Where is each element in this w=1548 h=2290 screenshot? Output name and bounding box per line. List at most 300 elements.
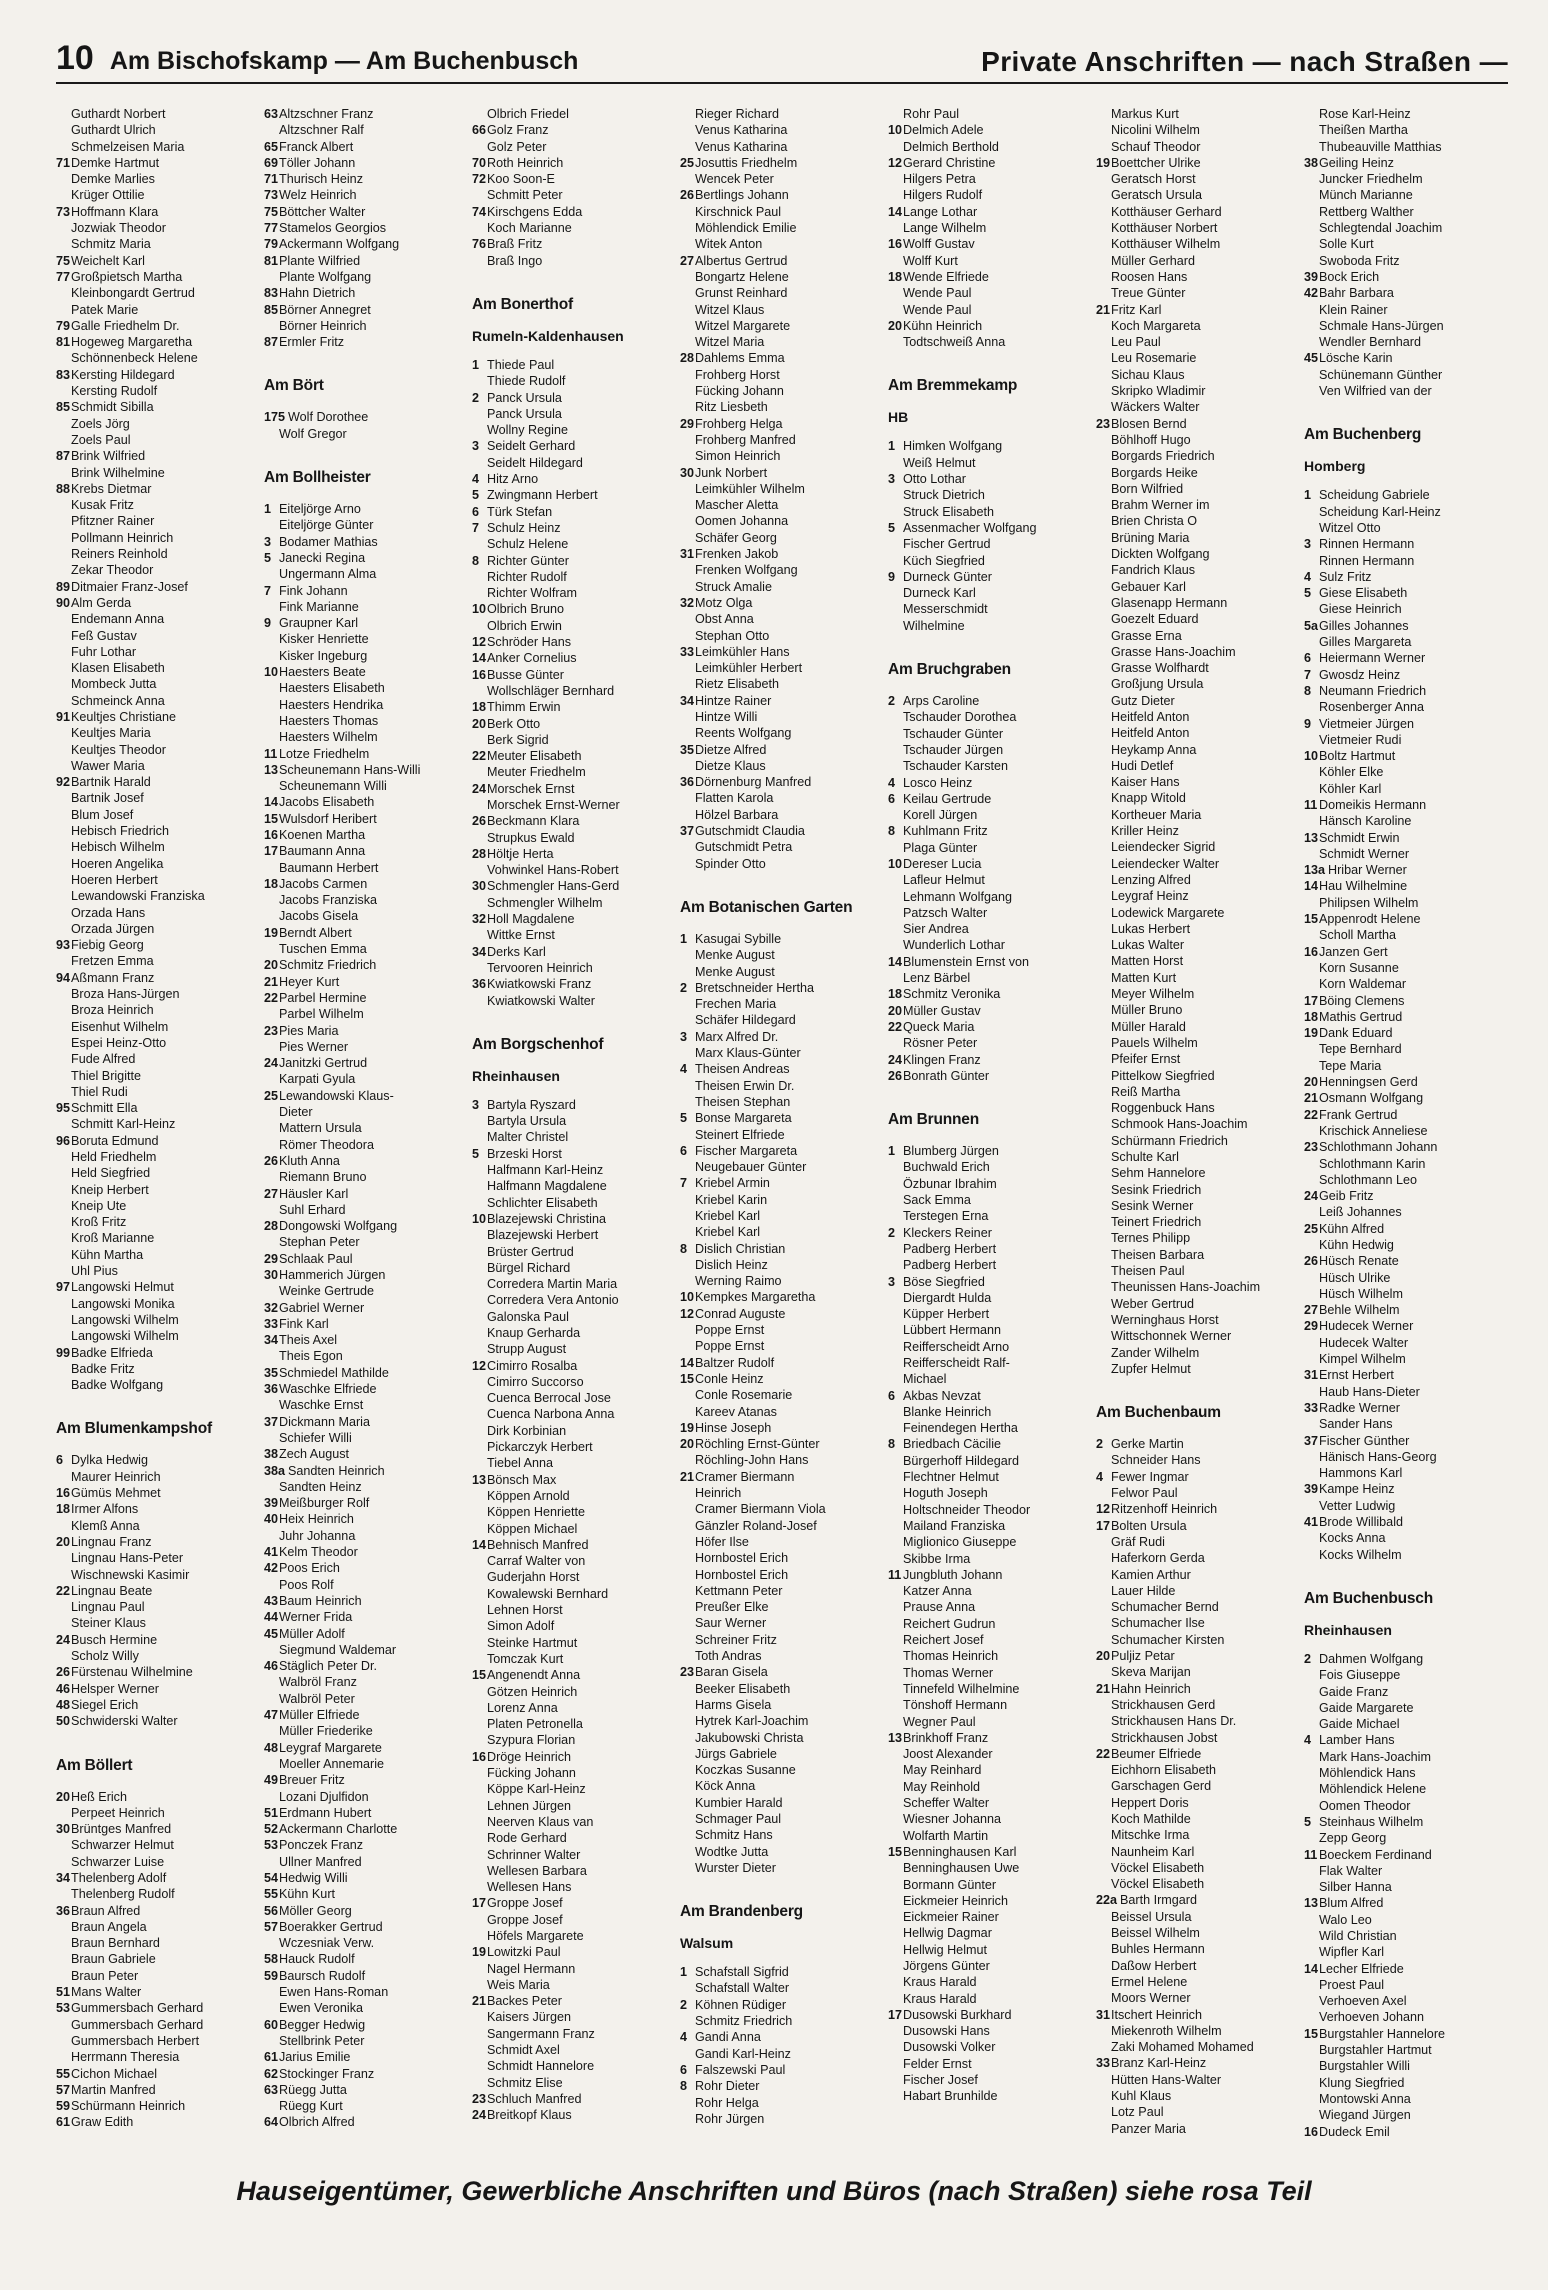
- resident-entry: [1096, 856, 1296, 872]
- resident-name: Schürmann Friedrich: [1111, 1133, 1228, 1148]
- resident-name: Schönnenbeck Helene: [71, 351, 198, 366]
- house-number: [1304, 171, 1319, 187]
- house-number: [888, 1355, 903, 1371]
- street-section: [680, 898, 880, 1876]
- resident-name: Sehm Hannelore: [1111, 1166, 1206, 1181]
- resident-entry: [264, 1854, 464, 1870]
- resident-name: Theisen Andreas: [695, 1062, 790, 1077]
- resident-entry: [1096, 1230, 1296, 1246]
- house-number: 20: [888, 1003, 903, 1018]
- resident-name: Eiteljörge Arno: [279, 502, 361, 517]
- house-number: [888, 1518, 903, 1534]
- resident-entry: [264, 1886, 464, 1902]
- resident-entry: [264, 1772, 464, 1788]
- resident-name: Lange Wilhelm: [903, 221, 987, 236]
- resident-name: Leimkühler Wilhelm: [695, 481, 805, 496]
- resident-name: Pfitzner Rainer: [71, 514, 155, 529]
- house-number: [1096, 970, 1111, 986]
- resident-name: Golz Peter: [487, 139, 547, 154]
- resident-name: Hellwig Dagmar: [903, 1926, 992, 1941]
- house-number: 38a: [264, 1463, 286, 1478]
- resident-name: Dusowski Burkhard: [903, 2007, 1012, 2022]
- resident-entry: [888, 1052, 1088, 1068]
- house-number: 2: [1096, 1437, 1104, 1452]
- resident-name: Wellesen Hans: [487, 1880, 572, 1895]
- resident-name: Fischer Gertrud: [903, 537, 991, 552]
- resident-entry: [56, 660, 256, 676]
- house-number: 61: [56, 2115, 71, 2130]
- resident-entry: [56, 1615, 256, 1631]
- house-number: 26: [56, 1665, 71, 1680]
- house-number: 38: [1304, 155, 1319, 170]
- resident-name: Scheffer Walter: [903, 1796, 990, 1811]
- street-heading: Am Botanischen Garten: [680, 898, 853, 916]
- house-number: [680, 1534, 695, 1550]
- house-number: [56, 236, 71, 252]
- house-number: [56, 1165, 71, 1181]
- house-number: [680, 1045, 695, 1061]
- house-number: [264, 778, 279, 794]
- house-number: [56, 758, 71, 774]
- house-number: [1096, 1328, 1111, 1344]
- resident-entry: [1096, 1664, 1296, 1680]
- house-number: [680, 285, 695, 301]
- house-number: [1096, 106, 1111, 122]
- resident-name: Bodamer Mathias: [279, 534, 378, 549]
- house-number: 7: [264, 583, 272, 598]
- resident-name: Fücking Johann: [695, 384, 784, 399]
- house-number: [888, 455, 903, 471]
- resident-entry: [1096, 204, 1296, 220]
- house-number: 93: [56, 938, 71, 953]
- resident-name: Fücking Johann: [487, 1766, 576, 1781]
- resident-entry: [472, 1113, 672, 1129]
- resident-name: Kriebel Karin: [695, 1192, 768, 1207]
- resident-name: Feß Gustav: [71, 628, 137, 643]
- house-number: 71: [264, 172, 279, 187]
- resident-name: Hogeweg Margaretha: [71, 335, 193, 350]
- resident-name: Eichhorn Elisabeth: [1111, 1763, 1217, 1778]
- house-number: [264, 1935, 279, 1951]
- house-number: [1096, 1974, 1111, 1990]
- resident-entry: [1304, 1188, 1504, 1204]
- house-number: [264, 1479, 279, 1495]
- house-number: 38: [264, 1447, 279, 1462]
- resident-entry: [56, 937, 256, 953]
- resident-name: Hudecek Werner: [1319, 1319, 1414, 1334]
- house-number: [1096, 2121, 1111, 2137]
- resident-entry: [888, 2039, 1088, 2055]
- resident-name: Poppe Ernst: [695, 1323, 765, 1338]
- resident-name: Dieter: [279, 1105, 313, 1120]
- house-number: [680, 383, 695, 399]
- resident-name: Goezelt Eduard: [1111, 612, 1199, 627]
- resident-name: Terstegen Erna: [903, 1209, 989, 1224]
- resident-entry: [1304, 927, 1504, 943]
- house-number: [888, 187, 903, 203]
- resident-name: Galle Friedhelm Dr.: [71, 318, 180, 333]
- house-number: 21: [1096, 1681, 1111, 1696]
- house-number: 85: [56, 400, 71, 415]
- resident-entry: [888, 1779, 1088, 1795]
- resident-entry: [1096, 236, 1296, 252]
- house-number: [680, 856, 695, 872]
- resident-entry: [1096, 1909, 1296, 1925]
- resident-name: Wilhelmine: [903, 618, 965, 633]
- house-number: 17: [1096, 1518, 1111, 1533]
- house-number: [264, 1006, 279, 1022]
- resident-entry: [888, 553, 1088, 569]
- house-number: [1096, 1632, 1111, 1648]
- resident-name: Gabriel Werner: [279, 1300, 365, 1315]
- resident-name: Hinse Joseph: [695, 1420, 772, 1435]
- resident-name: Baursch Rudolf: [279, 1968, 366, 1983]
- resident-entry: [56, 1019, 256, 1035]
- house-number: [56, 122, 71, 138]
- resident-entry: [472, 1276, 672, 1292]
- house-number: [1096, 2023, 1111, 2039]
- house-number: [888, 1290, 903, 1306]
- resident-entry: [56, 1312, 256, 1328]
- resident-name: Geib Fritz: [1319, 1189, 1374, 1204]
- resident-entry: [680, 1224, 880, 1240]
- street-section: [1304, 425, 1504, 1563]
- resident-entry: [56, 1550, 256, 1566]
- house-number: [56, 139, 71, 155]
- resident-entry: [56, 1518, 256, 1534]
- resident-name: Hornbostel Erich: [695, 1551, 789, 1566]
- house-number: [888, 1485, 903, 1501]
- house-number: [1096, 1263, 1111, 1279]
- house-number: [680, 1599, 695, 1615]
- house-number: [1304, 1547, 1319, 1563]
- resident-name: Delmich Berthold: [903, 139, 999, 154]
- resident-entry: [680, 1404, 880, 1420]
- resident-entry: [56, 725, 256, 741]
- resident-entry: [888, 471, 1088, 487]
- resident-entry: [264, 318, 464, 334]
- house-number: [472, 1586, 487, 1602]
- resident-name: Keultjes Theodor: [71, 742, 166, 757]
- resident-name: Fischer Josef: [903, 2073, 978, 2088]
- house-number: [1304, 2042, 1319, 2058]
- resident-entry: [680, 1664, 880, 1680]
- resident-entry: [680, 546, 880, 562]
- resident-entry: [1304, 1912, 1504, 1928]
- house-number: [680, 1827, 695, 1843]
- resident-entry: [888, 269, 1088, 285]
- resident-entry: [888, 1371, 1088, 1387]
- resident-entry: [56, 1919, 256, 1935]
- resident-name: Wischnewski Kasimir: [71, 1567, 190, 1582]
- resident-name: Ritz Liesbeth: [695, 400, 768, 415]
- house-number: [1096, 1844, 1111, 1860]
- house-number: [264, 1348, 279, 1364]
- house-number: [888, 1811, 903, 1827]
- house-number: [56, 302, 71, 318]
- page-header: [56, 30, 1508, 84]
- resident-name: Broza Hans-Jürgen: [71, 987, 180, 1002]
- resident-entry: [1304, 650, 1504, 666]
- resident-name: Treue Günter: [1111, 286, 1186, 301]
- house-number: [680, 1697, 695, 1713]
- resident-entry: [1096, 1827, 1296, 1843]
- resident-name: Kasugai Sybille: [695, 931, 782, 946]
- resident-entry: [264, 1560, 464, 1576]
- resident-entry: [680, 139, 880, 155]
- resident-entry: [888, 742, 1088, 758]
- district-heading: Rheinhausen: [1304, 1621, 1392, 1638]
- resident-entry: [56, 742, 256, 758]
- resident-name: Baumann Herbert: [279, 860, 379, 875]
- resident-name: Strupkus Ewald: [487, 830, 575, 845]
- resident-entry: [888, 1828, 1088, 1844]
- resident-entry: [264, 1511, 464, 1527]
- house-number: [888, 1035, 903, 1051]
- house-number: 27: [1304, 1303, 1319, 1318]
- resident-name: Leimkühler Hans: [695, 644, 790, 659]
- resident-name: Hau Wilhelmine: [1319, 879, 1408, 894]
- resident-entry: [888, 1746, 1088, 1762]
- street-section: [56, 106, 256, 1393]
- resident-entry: [1304, 1433, 1504, 1449]
- resident-entry: [680, 1110, 880, 1126]
- resident-name: Panzer Maria: [1111, 2121, 1186, 2136]
- house-number: 32: [472, 912, 487, 927]
- house-number: [56, 1886, 71, 1902]
- resident-name: Köhnen Rüdiger: [695, 1997, 787, 2012]
- resident-name: Perpeet Heinrich: [71, 1805, 165, 1820]
- resident-entry: [264, 1202, 464, 1218]
- resident-entry: [472, 438, 672, 454]
- resident-entry: [56, 1279, 256, 1295]
- resident-name: Poppe Ernst: [695, 1339, 765, 1354]
- resident-name: Fritz Karl: [1111, 302, 1162, 317]
- resident-entry: [472, 618, 672, 634]
- house-number: [680, 1681, 695, 1697]
- resident-entry: [264, 1300, 464, 1316]
- resident-name: Türk Stefan: [487, 504, 553, 519]
- resident-name: Albertus Gertrud: [695, 253, 788, 268]
- resident-name: Fink Johann: [279, 583, 348, 598]
- resident-name: Frenken Wolfgang: [695, 563, 798, 578]
- resident-entry: [1096, 970, 1296, 986]
- house-number: [472, 139, 487, 155]
- resident-entry: [888, 1339, 1088, 1355]
- resident-entry: [1096, 1019, 1296, 1035]
- house-number: [888, 1665, 903, 1681]
- resident-entry: [56, 334, 256, 350]
- resident-name: Badke Elfrieda: [71, 1345, 153, 1360]
- resident-name: Kersting Rudolf: [71, 384, 158, 399]
- house-number: [888, 553, 903, 569]
- resident-entry: [888, 285, 1088, 301]
- resident-entry: [264, 426, 464, 442]
- house-number: [1304, 781, 1319, 797]
- resident-name: Heppert Doris: [1111, 1795, 1189, 1810]
- house-number: 26: [1304, 1254, 1319, 1269]
- resident-entry: [1304, 716, 1504, 732]
- house-number: [56, 1550, 71, 1566]
- house-number: [1096, 644, 1111, 660]
- resident-entry: [1096, 269, 1296, 285]
- street-heading: Am Bollheister: [264, 469, 371, 487]
- resident-entry: [472, 1635, 672, 1651]
- resident-name: Theisen Erwin Dr.: [695, 1078, 795, 1093]
- house-number: [680, 318, 695, 334]
- resident-name: Braß Fritz: [487, 237, 543, 252]
- resident-name: Felder Ernst: [903, 2056, 972, 2071]
- resident-name: Köck Anna: [695, 1779, 756, 1794]
- house-number: [56, 1935, 71, 1951]
- resident-name: Schafstall Sigfrid: [695, 1965, 789, 1980]
- house-number: [888, 1599, 903, 1615]
- resident-entry: [680, 660, 880, 676]
- house-number: [56, 1116, 71, 1132]
- house-number: [1096, 1247, 1111, 1263]
- resident-name: Beckmann Klara: [487, 814, 580, 829]
- house-number: [472, 1521, 487, 1537]
- resident-name: Toth Andras: [695, 1649, 762, 1664]
- resident-name: Badke Wolfgang: [71, 1378, 164, 1393]
- resident-name: Guthardt Ulrich: [71, 123, 156, 138]
- resident-name: Scholl Martha: [1319, 928, 1396, 943]
- house-number: 8: [472, 553, 480, 568]
- resident-name: Helsper Werner: [71, 1681, 159, 1696]
- resident-entry: [1304, 204, 1504, 220]
- resident-entry: [56, 872, 256, 888]
- resident-entry: [1096, 1550, 1296, 1566]
- resident-entry: [472, 2107, 672, 2123]
- house-number: 4: [888, 775, 896, 790]
- resident-name: Parbel Hermine: [279, 990, 367, 1005]
- resident-name: Koch Margareta: [1111, 318, 1201, 333]
- resident-entry: [680, 1795, 880, 1811]
- resident-name: Knaup Gerharda: [487, 1326, 581, 1340]
- resident-name: Leiendecker Sigrid: [1111, 840, 1216, 855]
- resident-name: Börner Annegret: [279, 302, 371, 317]
- resident-name: Stockinger Franz: [279, 2066, 375, 2081]
- resident-name: Lowitzki Paul: [487, 1945, 561, 1960]
- resident-entry: [1096, 302, 1296, 318]
- resident-name: Reifferscheidt Ralf-: [903, 1356, 1010, 1370]
- resident-entry: [472, 1993, 672, 2009]
- resident-name: Sander Hans: [1319, 1417, 1393, 1432]
- house-number: [472, 1700, 487, 1716]
- resident-entry: [1096, 1599, 1296, 1615]
- resident-entry: [264, 1251, 464, 1267]
- resident-entry: [472, 1162, 672, 1178]
- house-number: [680, 1567, 695, 1583]
- resident-name: Borgards Friedrich: [1111, 449, 1215, 464]
- resident-entry: [56, 318, 256, 334]
- house-number: 24: [56, 1632, 71, 1647]
- house-number: 16: [264, 827, 279, 842]
- resident-name: Ernst Herbert: [1319, 1368, 1394, 1383]
- resident-name: Guthardt Norbert: [71, 107, 166, 121]
- house-number: [1096, 1165, 1111, 1181]
- house-number: 41: [1304, 1515, 1319, 1530]
- resident-name: Flatten Karola: [695, 791, 774, 806]
- resident-entry: [472, 1684, 672, 1700]
- resident-name: Gilles Johannes: [1319, 618, 1409, 633]
- resident-entry: [888, 1974, 1088, 1990]
- resident-entry: [56, 448, 256, 464]
- resident-name: Sandten Heinz: [279, 1479, 362, 1494]
- house-number: 11: [888, 1567, 902, 1582]
- resident-name: Endemann Anna: [71, 612, 165, 627]
- house-number: [1304, 139, 1319, 155]
- resident-entry: [680, 725, 880, 741]
- resident-entry: [1304, 1253, 1504, 1269]
- resident-entry: [472, 357, 672, 373]
- house-number: [56, 1361, 71, 1377]
- house-number: 24: [472, 781, 487, 796]
- house-number: 41: [264, 1545, 279, 1560]
- resident-name: Müller Gerhard: [1111, 253, 1195, 268]
- resident-entry: [56, 1854, 256, 1870]
- resident-entry: [888, 318, 1088, 334]
- resident-entry: [1304, 1318, 1504, 1334]
- resident-name: Badke Fritz: [71, 1361, 135, 1376]
- resident-entry: [472, 236, 672, 252]
- house-number: [472, 1341, 487, 1357]
- house-number: [264, 892, 279, 908]
- resident-name: Altzschner Ralf: [279, 123, 364, 138]
- house-number: [472, 2026, 487, 2042]
- resident-name: Lorenz Anna: [487, 1700, 558, 1715]
- house-number: 59: [264, 1968, 279, 1983]
- resident-name: Arps Caroline: [903, 694, 980, 709]
- house-number: [680, 562, 695, 578]
- resident-name: Graw Edith: [71, 2115, 134, 2130]
- resident-entry: [56, 1805, 256, 1821]
- resident-entry: [1304, 1944, 1504, 1960]
- resident-name: Neumann Friedrich: [1319, 683, 1427, 698]
- resident-name: Giese Elisabeth: [1319, 586, 1408, 601]
- house-number: 48: [56, 1697, 71, 1712]
- resident-name: Stephan Peter: [279, 1235, 360, 1250]
- resident-name: Schauf Theodor: [1111, 139, 1201, 154]
- resident-name: Haub Hans-Dieter: [1319, 1384, 1420, 1399]
- resident-entry: [1304, 220, 1504, 236]
- house-number: 20: [264, 958, 279, 973]
- resident-entry: [1304, 1514, 1504, 1530]
- resident-entry: [680, 236, 880, 252]
- resident-entry: [56, 1182, 256, 1198]
- directory-column: [264, 106, 464, 2152]
- resident-name: Ternes Philipp: [1111, 1231, 1191, 1246]
- resident-name: Beeker Elisabeth: [695, 1681, 791, 1696]
- resident-entry: [888, 253, 1088, 269]
- house-number: [56, 2017, 71, 2033]
- resident-name: Hüsch Ulrike: [1319, 1270, 1391, 1285]
- resident-name: Hoeren Angelika: [71, 856, 164, 871]
- house-number: [1096, 905, 1111, 921]
- resident-entry: [264, 697, 464, 713]
- resident-entry: [1096, 513, 1296, 529]
- resident-name: Plaga Günter: [903, 840, 978, 855]
- house-number: [888, 1257, 903, 1273]
- resident-name: Bertlings Johann: [695, 188, 789, 203]
- house-number: [680, 1746, 695, 1762]
- house-number: [1304, 520, 1319, 536]
- resident-entry: [1304, 1651, 1504, 1667]
- house-number: [680, 1762, 695, 1778]
- house-number: [1096, 171, 1111, 187]
- house-number: 20: [56, 1534, 71, 1549]
- resident-name: Thubeauville Matthias: [1319, 139, 1442, 154]
